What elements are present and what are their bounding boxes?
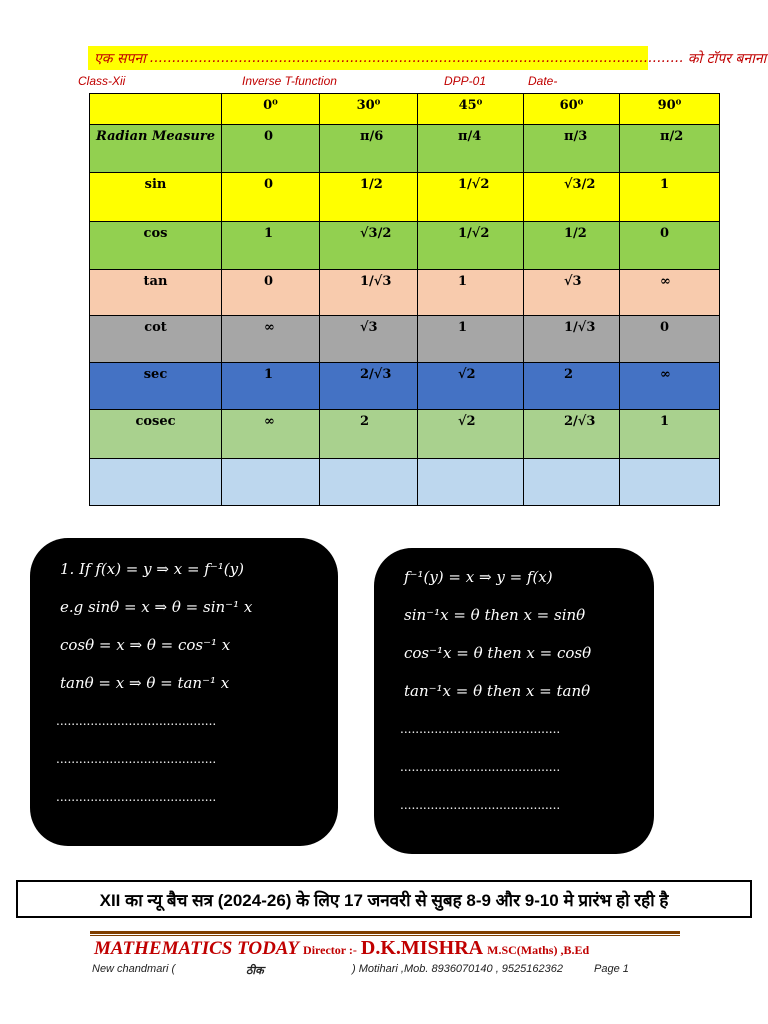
table-cell: 2/√3 xyxy=(524,410,620,458)
class-label: Class-Xii xyxy=(78,74,126,88)
table-header-row xyxy=(90,94,720,125)
banner-left-text: एक सपना xyxy=(94,50,146,67)
table-cell: 1 xyxy=(222,221,320,269)
table-header-cell xyxy=(90,94,222,125)
table-header-cell: 30⁰ xyxy=(320,94,418,125)
table-cell: 0 xyxy=(222,173,320,221)
board-left xyxy=(30,538,338,846)
table-cell: π/4 xyxy=(418,125,524,173)
table-row xyxy=(90,363,720,410)
address-mid: ठीक xyxy=(246,965,264,977)
table-cell: 0 xyxy=(620,316,720,363)
table-cell: √2 xyxy=(418,363,524,410)
table-cell: ∞ xyxy=(222,316,320,363)
blank-dotted-line: .......................................... xyxy=(56,790,217,804)
table-header-cell: 0⁰ xyxy=(222,94,320,125)
table-cell: ∞ xyxy=(620,363,720,410)
table-row xyxy=(90,221,720,269)
table-cell: 2 xyxy=(320,410,418,458)
table-header-cell: 60⁰ xyxy=(524,94,620,125)
table-cell: 1 xyxy=(620,173,720,221)
table-cell: ∞ xyxy=(222,410,320,458)
table-cell: 1/√2 xyxy=(418,173,524,221)
table-cell: √3 xyxy=(320,316,418,363)
table-cell: π/6 xyxy=(320,125,418,173)
address-contact: ) Motihari ,Mob. 8936070140 , 9525162362 xyxy=(352,963,563,975)
row-label: sin xyxy=(90,173,222,221)
blank-dotted-line: .......................................... xyxy=(56,714,217,728)
header-banner xyxy=(88,46,767,70)
table-cell: 1 xyxy=(620,410,720,458)
footer-rule-thin xyxy=(90,935,680,936)
formula-line: tanθ = x ⇒ θ = tan⁻¹ x xyxy=(60,674,230,692)
table-cell: 1 xyxy=(222,363,320,410)
table-cell xyxy=(222,458,320,505)
table-cell: 1/2 xyxy=(524,221,620,269)
table-cell: 0 xyxy=(222,125,320,173)
table-header-cell: 90⁰ xyxy=(620,94,720,125)
trig-table-body xyxy=(90,94,720,506)
topic-label: Inverse T-function xyxy=(242,74,337,88)
formula-line: cos⁻¹x = θ then x = cosθ xyxy=(404,644,592,662)
blank-dotted-line: .......................................... xyxy=(56,752,217,766)
blank-dotted-line: .......................................... xyxy=(400,798,561,812)
brand-name: MATHEMATICS TODAY xyxy=(94,938,300,959)
table-cell: 2 xyxy=(524,363,620,410)
row-label: Radian Measure xyxy=(90,125,222,173)
blank-dotted-line: .......................................... xyxy=(400,722,561,736)
row-label: cos xyxy=(90,221,222,269)
director-name: D.K.MISHRA xyxy=(360,937,484,959)
director-qualification: M.SC(Maths) ,B.Ed xyxy=(487,943,590,957)
table-cell xyxy=(320,458,418,505)
row-label: tan xyxy=(90,269,222,315)
table-header-cell: 45⁰ xyxy=(418,94,524,125)
row-label: cosec xyxy=(90,410,222,458)
table-row xyxy=(90,410,720,458)
table-cell: √3 xyxy=(524,269,620,315)
formula-line: 1. If f(x) = y ⇒ x = f⁻¹(y) xyxy=(60,560,244,578)
footer-rule xyxy=(90,931,680,934)
table-cell: √2 xyxy=(418,410,524,458)
table-cell xyxy=(418,458,524,505)
table-row xyxy=(90,458,720,505)
table-cell: √3/2 xyxy=(524,173,620,221)
table-row xyxy=(90,173,720,221)
page-number: Page 1 xyxy=(594,963,629,975)
formula-line: cosθ = x ⇒ θ = cos⁻¹ x xyxy=(60,636,231,654)
table-cell: π/2 xyxy=(620,125,720,173)
address-left: New chandmari ( xyxy=(92,963,176,975)
table-cell: 1/√2 xyxy=(418,221,524,269)
formula-line: e.g sinθ = x ⇒ θ = sin⁻¹ x xyxy=(60,598,253,616)
formula-line: tan⁻¹x = θ then x = tanθ xyxy=(404,682,591,700)
date-label: Date- xyxy=(528,74,558,88)
table-cell: ∞ xyxy=(620,269,720,315)
table-cell: 2/√3 xyxy=(320,363,418,410)
table-cell: √3/2 xyxy=(320,221,418,269)
banner-right-text: को टॉपर बनाना xyxy=(687,50,767,67)
trig-ratio-table xyxy=(89,93,720,506)
board-right xyxy=(374,548,654,854)
row-label: cot xyxy=(90,316,222,363)
table-cell: π/3 xyxy=(524,125,620,173)
footer-brand-line xyxy=(94,937,589,960)
formula-line: sin⁻¹x = θ then x = sinθ xyxy=(404,606,586,624)
table-cell: 0 xyxy=(620,221,720,269)
table-cell: 1/2 xyxy=(320,173,418,221)
dpp-label: DPP-01 xyxy=(444,74,487,88)
table-row xyxy=(90,269,720,315)
table-cell xyxy=(620,458,720,505)
formula-line: f⁻¹(y) = x ⇒ y = f(x) xyxy=(404,568,553,586)
table-cell: 1 xyxy=(418,316,524,363)
table-cell: 1 xyxy=(418,269,524,315)
row-label: sec xyxy=(90,363,222,410)
table-cell xyxy=(524,458,620,505)
table-row xyxy=(90,125,720,173)
table-cell: 0 xyxy=(222,269,320,315)
banner-dots: ........................................................................................................................ xyxy=(149,50,684,66)
table-cell: 1/√3 xyxy=(320,269,418,315)
batch-notice: XII का न्यू बैच सत्र (2024-26) के लिए 17 जनवरी से सुबह 8-9 और 9-10 मे प्रारंभ हो रही है xyxy=(16,880,752,918)
director-label: Director :- xyxy=(303,943,357,957)
table-row xyxy=(90,316,720,363)
row-label xyxy=(90,458,222,505)
table-cell: 1/√3 xyxy=(524,316,620,363)
blank-dotted-line: .......................................... xyxy=(400,760,561,774)
